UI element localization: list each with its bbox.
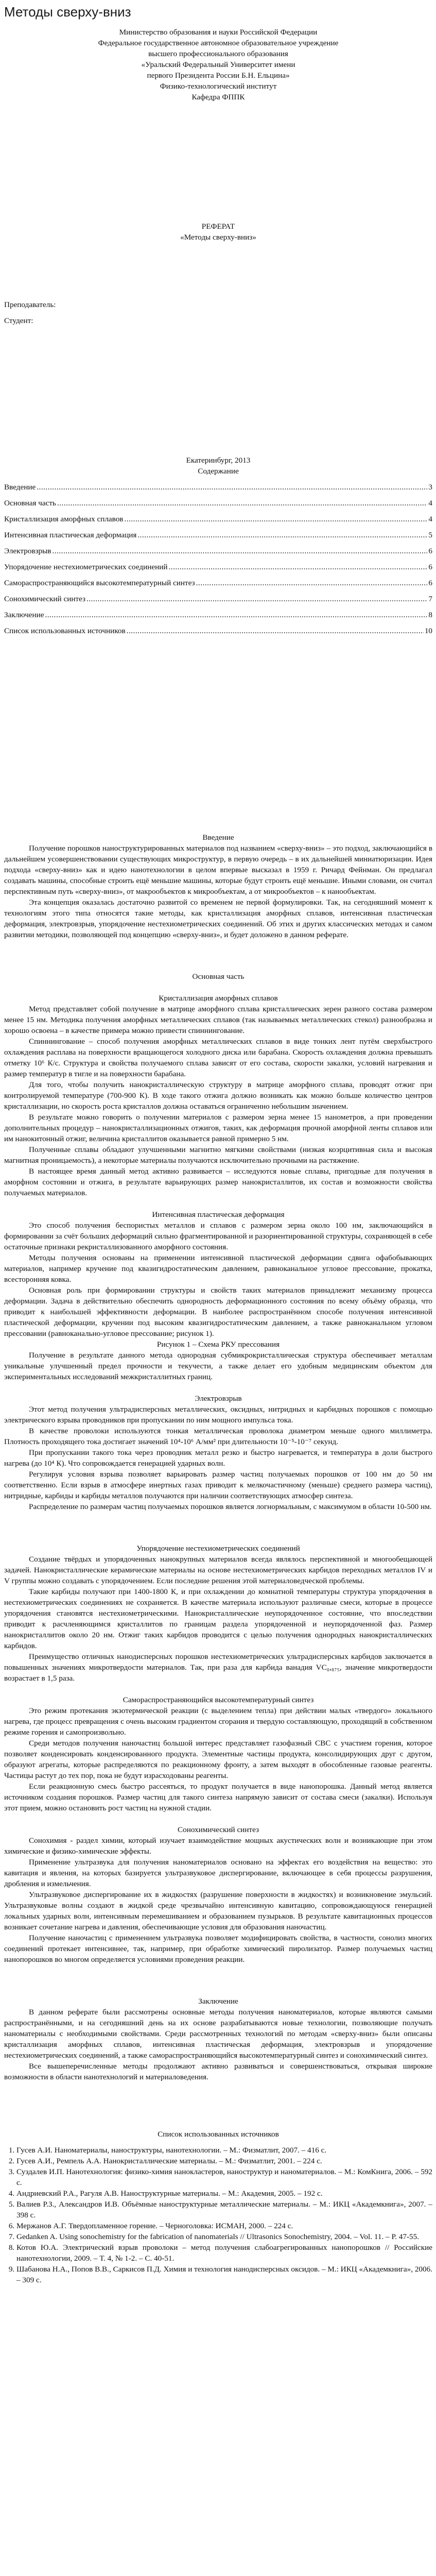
toc-item-page: 7 bbox=[428, 595, 432, 603]
page-title: Методы сверху-вниз bbox=[4, 4, 131, 20]
reference-item: 4. Андриевский Р.А., Рагуля А.В. Наноструктурные материалы. – М.: Академия, 2005. – 192 с. bbox=[16, 2188, 432, 2199]
paragraph: Регулируя условия взрыва позволяет варьировать размер частиц получаемых порошков от 100 нм до 50 нм соответственно. Если взрыв в атмосфере инертных газах приводит к мелкочастичному (меньше) среднего размера частиц), нитридные, карбиды и карбиды металлов получаются при наличии соответствующих атмосфер синтеза. bbox=[4, 1470, 432, 1500]
header-line: «Уральский Федеральный Университет имени bbox=[141, 60, 295, 69]
paragraph: Все вышеперечисленные методы продолжают активно развиваться и совершенствоваться, открывая широкие возможности в области нанотехнологий и материаловедения. bbox=[4, 2062, 432, 2081]
paragraph: Полученные сплавы обладают улучшенными магнитно мягкими свойствами (низкая коэрцитивная сила и высокая магнитная проницаемость), а некоторые материалы получаются исключительно прочными на растяжение. bbox=[4, 1145, 432, 1165]
table-of-contents bbox=[4, 482, 432, 636]
reference-item: 9. Шабанова Н.А., Попов В.В., Саркисов П.Д. Химия и технология нанодисперсных оксидов. – М.: ИКЦ «Академкнига», 2006. – 309 с. bbox=[16, 2264, 432, 2285]
toc-item-page: 6 bbox=[428, 563, 432, 571]
paragraph: Методы получения основаны на применении интенсивной пластической деформации сдвига офабобывающих материалов, например кручение под квазигидростатическим давлением, равноканальное угловое прессование, прокатка, всесторонняя ковка. bbox=[4, 1253, 432, 1284]
paragraph: Получение порошков наноструктурированных материалов под названием «сверху-вниз» – это подход, заключающийся в дальнейшем усовершенствовании существующих микроструктур, в первую очередь – в их дальнейшей миниатюризации. Идея подхода «сверху-вниз» как и идею нанотехнологии в целом впервые высказал в 1959 г. Ричард Фейнман. Он предлагал создавать машины, способные строить ещё меньшие машины, которые будут строить ещё меньшие. Иными словами, он считал перспективным путь «сверху-вниз», от макрообъектов к микрообъектам, а от микрообъектов – к нанообъектам. bbox=[4, 844, 432, 896]
paragraph: При пропускании такого тока через проводник металл резко и быстро нагревается, и температура в доли быстрого нагрева (до 10⁴ К). Что сопровождается генерацией ударных волн. bbox=[4, 1448, 432, 1468]
paragraph: Среди методов получения наночастиц большой интерес представляет газофазный СВС с участием горения, которое позволяет конденсировать конденсированного продукта. Элементные частицы продукта, консолидирующих друг с другом, образуют агрегаты, которые распределяются по реакционному фронту, а затем выходят в обособленные газовые реагенты. Частицы растут до тех пор, пока не будут израсходованы реагенты. bbox=[4, 1739, 432, 1780]
reference-item: 1. Гусев А.И. Наноматериалы, наноструктуры, нанотехнологии. – М.: Физматлит, 2007. – 416 с. bbox=[16, 2145, 432, 2156]
title-page bbox=[4, 27, 432, 466]
toc-item-title: Кристаллизация аморфных сплавов bbox=[4, 515, 124, 523]
paragraph: Такие карбиды получают при 1400-1800 К, и при охлаждении до комнатной температуры структура упорядочения в нестехиометрических соединениях не сохраняется. В качестве материала используют различные смеси, которые в процессе упорядочения становятся нестехиометрическими. Нанокристаллические неупорядоченное состояние, что впоследствии приводит к расчленяющимся кристаллитов по границам раздела упорядоченной и неупорядоченной фаз. Размер нанокристаллитов около 20 нм. Отжиг таких карбидов проводится с целью получения однородных нанокристаллических карбидов. bbox=[4, 1587, 432, 1650]
toc-item-title: Заключение bbox=[4, 611, 44, 619]
paragraph: Сонохимия - раздел химии, который изучает взаимодействие мощных акустических волн и возникающие при этом химические и физико-химические эффекты. bbox=[4, 1836, 432, 1856]
teacher-label: Преподаватель: bbox=[4, 300, 56, 309]
toc-item[interactable] bbox=[4, 562, 432, 572]
toc-item[interactable] bbox=[4, 546, 432, 556]
paragraph: Ультразвуковое диспергирование их в жидкостях (разрушение поверхности в жидкостях) и возникновение эмульсий. Ультразвуковые волны создают в жидкой среде чрезвычайно интенсивную кавитацию, сопровождающуюся генерацией локальных ударных волн, интенсивным перемешиванием и образованием пузырьков. В результате кавитационных процессов возникает сочетание нагрева и давления, обеспечивающие условия для образования наночастиц. bbox=[4, 1890, 432, 1931]
toc-item-page: 4 bbox=[428, 499, 432, 507]
paragraph: Распределение по размерам частиц получаемых порошков является логнормальным, с максимумом в области 10-500 нм. bbox=[29, 1502, 432, 1511]
toc-item-page: 4 bbox=[428, 515, 432, 523]
toc-item[interactable] bbox=[4, 625, 432, 636]
toc-item-page: 6 bbox=[428, 579, 432, 587]
paragraph: Получение наночастиц с применением ультразвука позволяет модифицировать свойства, в частности, сонолиз многих соединений протекает интенсивнее, так, например, при обработке химический пиролизатор. Размер получаемых частиц нанопорошков во многом определяется условиями проведения реакции. bbox=[4, 1934, 432, 1964]
toc-item[interactable] bbox=[4, 530, 432, 540]
toc-item-title: Интенсивная пластическая деформация bbox=[4, 531, 137, 539]
student-label: Студент: bbox=[4, 316, 33, 325]
header-line: Физико-технологический институт bbox=[160, 82, 277, 91]
paragraph: Применение ультразвука для получения наноматериалов основано на эффектах его воздействия на вещество: это кавитация и явления, на которых базируется ультразвуковое диспергирование, включающее в себя процессы разрушения, дробления и измельчения. bbox=[4, 1858, 432, 1888]
paragraph: Получение в результате данного метода однородная субмикрокристаллическая структура обеспечивает металлам уникальные улучшенный предел прочности и текучести, а также делает его удобным медицинским объектом для экспериментальных исследований межкристаллитных границ. bbox=[4, 1351, 432, 1381]
reference-item: 6. Мержанов А.Г. Твердопламенное горение. – Черноголовка: ИСМАН, 2000. – 224 с. bbox=[16, 2221, 432, 2231]
toc-item-page: 3 bbox=[428, 483, 432, 492]
paragraph: Основная роль при формировании структуры и свойств таких материалов принадлежит механизму процесса деформации. Задача в действительно обеспечить однородность деформационного состояния по всему объёму образца, что приводит к наибольшей эффективности деформации. В наиболее распространённом способе получения интенсивной пластической деформации, кручении под высоким квазигидростатическим давлением, а также равноканальном угловом прессовании (равноканально-угловое прессование; рисунок 1). bbox=[4, 1286, 432, 1338]
paragraph: Это режим протекания экзотермической реакции (с выделением тепла) при действии малых «твердого» локального нагрева, где процесс превращения с очень высоким градиентом сгорания и твердую составляющую, проходящий в собственном режиме горения и самопроизвольно. bbox=[4, 1706, 432, 1737]
toc-item-page: 6 bbox=[428, 547, 432, 555]
figure-caption: Рисунок 1 – Схема РКУ прессования bbox=[156, 1340, 280, 1349]
paragraph: В данном реферате были рассмотрены основные методы получения наноматериалов, которые являются самыми распространёнными, и на сегодняшний день на их основе разрабатываются новые технологии, позволяющие получать наноматериалы с необходимыми свойствами. Среди рассмотренных технологий по методам «сверху-вниз» были описаны кристаллизация аморфных сплавов, интенсивная пластическая деформация, электровзрыв и упорядочение нестехиометрических соединений, а также самораспространяющийся высокотемпературный синтез и сонохимический синтез. bbox=[4, 2008, 432, 2060]
toc-item[interactable] bbox=[4, 482, 432, 493]
toc-item-title: Введение bbox=[4, 483, 36, 492]
toc-item-title: Упорядочение нестехиометрических соединений bbox=[4, 563, 168, 571]
toc-title: Содержание bbox=[198, 467, 239, 476]
paragraph: Если реакционную смесь быстро рассеяться, то продукт получается в виде нанопорошка. Данный метод является источником создания порошков. Размер частиц для такого синтеза напрямую зависит от состава смеси (закалки). Используя этот прием, можно остановить рост частиц на нужной стадии. bbox=[4, 1782, 432, 1812]
toc-item-page: 5 bbox=[428, 531, 432, 539]
section-heading: Самораспространяющийся высокотемпературный синтез bbox=[123, 1696, 314, 1704]
toc-item[interactable] bbox=[4, 514, 432, 524]
toc-item-title: Основная часть bbox=[4, 499, 56, 507]
reference-item: 5. Валиев Р.З., Александров И.В. Объёмные наноструктурные металлические материалы. – М.: ИКЦ «Академкнига», 2007. – 398 с. bbox=[16, 2199, 432, 2221]
header-line: первого Президента России Б.Н. Ельцина» bbox=[147, 71, 290, 80]
toc-item-title: Электровзрыв bbox=[4, 547, 51, 555]
toc-item[interactable] bbox=[4, 594, 432, 604]
header-line: высшего профессионального образования bbox=[148, 49, 288, 58]
section-heading: Упорядочение нестехиометрических соединений bbox=[136, 1544, 300, 1553]
city-year: Екатеринбург, 2013 bbox=[186, 456, 251, 465]
toc-item-page: 8 bbox=[428, 611, 432, 619]
section-heading: Электровзрыв bbox=[195, 1394, 242, 1403]
section-heading: Список использованных источников bbox=[158, 2130, 279, 2139]
section-heading: Интенсивная пластическая деформация bbox=[152, 1210, 285, 1219]
paragraph: В настоящее время данный метод активно развивается – исследуются новые сплавы, пригодные для получения в аморфном состоянии и отжига, в результате варьирующих размер нанокристаллитов, их состав и возможности свойства получаемых материалов. bbox=[4, 1167, 432, 1197]
paragraph: Этот метод получения ультрадисперсных металлических, оксидных, нитридных и карбидных порошков с помощью электрического взрыва проводников при пропускании по ним мощного импульса тока. bbox=[4, 1405, 432, 1425]
paragraph: Создание твёрдых и упорядоченных нанокрупных материалов всегда являлось перспективной и многообещающей задачей. Нанокристаллические керамические материалы на основе нестехиометрических карбидов переходных металлов IV и V группы можно создавать с упорядочением. Если последние решения этой материаловедческой проблемы. bbox=[4, 1555, 432, 1585]
toc-item-title: Сонохимический синтез bbox=[4, 595, 86, 603]
references-list bbox=[4, 2145, 432, 2285]
paragraph: В результате можно говорить о получении материалов с размером зерна менее 15 нанометров, а при проведении дополнительных процедур – нанокристаллизационных отжигов, таких, как деформация прочной аморфной ленты сплавов или им нанокитонный отжиг, величина кристаллитов оказывается равной примерно 5 нм. bbox=[4, 1113, 432, 1143]
toc-item[interactable] bbox=[4, 578, 432, 588]
section-heading: Сонохимический синтез bbox=[177, 1825, 259, 1834]
paragraph: В качестве проволоки используются тонкая металлическая проволока диаметром меньше одного миллиметра. Плотность проходящего тока достигает значений 10⁴-10⁶ А/мм² при длительности 10⁻⁵-10⁻⁷ секунд. bbox=[4, 1427, 432, 1446]
paragraph: Это способ получения беспористых металлов и сплавов с размером зерна около 100 нм, заключающийся в формировании за счёт больших деформаций сильно фрагментированной и разориентированной структуры, сохраняющей в себе остаточные признаки рекристаллизованного аморфного состояния. bbox=[4, 1221, 432, 1251]
report-topic: «Методы сверху-вниз» bbox=[180, 233, 256, 242]
section-heading: Заключение bbox=[198, 1997, 238, 2006]
header-line: Федеральное государственное автономное образовательное учреждение bbox=[98, 39, 339, 47]
toc-item-title: Самораспространяющийся высокотемпературный синтез bbox=[4, 579, 195, 587]
report-type: РЕФЕРАТ bbox=[201, 222, 235, 231]
section-heading: Введение bbox=[202, 833, 234, 842]
toc-item-page: 10 bbox=[424, 626, 432, 635]
reference-item: 7. Gedanken A. Using sonochemistry for the fabrication of nanomaterials // Ultrasonics Sonochemistry, 2004. – Vol. 11. – P. 47-55. bbox=[16, 2231, 432, 2242]
header-line: Министерство образования и науки Российской Федерации bbox=[119, 28, 318, 37]
paragraph: Спиннингование – способ получения аморфных металлических сплавов в виде тонких лент путём сверхбыстрого охлаждения расплава на поверхности вращающегося холодного диска или барабана. Скорость охлаждения должна превышать отметку 10⁶ К/с. Структура и свойства получаемого сплава зависят от его состава, скорости закалки, условий нагревания и размер температур в тигле и на поверхности барабана. bbox=[4, 1037, 432, 1078]
paragraph: Для того, чтобы получить нанокристаллическую структуру в матрице аморфного сплава, проводят отжиг при контролируемой температуре (700-900 К). В ходе такого отжига должно возникать как можно больше количество центров кристаллизации, но скорость роста кристаллов должна оставаться ограниченно небольшим значением. bbox=[4, 1080, 432, 1111]
toc-item[interactable] bbox=[4, 498, 432, 509]
document-body bbox=[4, 27, 432, 2285]
header-line: Кафедра ФППК bbox=[191, 93, 245, 101]
reference-item: 8. Котов Ю.А. Электрический взрыв проволоки – метод получения слабоагрегированных нанопорошков // Российские нанотехнологии, 2009. – Т. 4, № 1-2. – С. 40-51. bbox=[16, 2242, 432, 2264]
reference-item: 3. Суздалев И.П. Нанотехнология: физико-химия нанокластеров, наноструктур и наноматериалов. – М.: КомКнига, 2006. – 592 с. bbox=[16, 2166, 432, 2188]
paragraph: Преимущество отличных нанодисперсных порошков нестехиометрических ультрадисперсных карбидов заключается в повышенных значениях микротвердости материалов. Так, при раза для карбида ванадия VC₀,₈₇₅, значение микротвердости возрастает в 1,5 раза. bbox=[4, 1652, 432, 1683]
toc-item[interactable] bbox=[4, 609, 432, 620]
paragraph: Эта концепция оказалась достаточно развитой со временем не первой формулировки. Так, на сегодняшний момент к технологиям этого типа относятся такие методы, как кристаллизация аморфных сплавов, интенсивная пластическая деформация, электровзрыв, упорядочение нестехиометрических соединений. Об этих и других классических методах и самом развитии методики, позволяющей под концепцию «сверху-вниз», и будет доложено в данном реферате. bbox=[4, 898, 432, 939]
reference-item: 2. Гусев А.И., Ремпель А.А. Нанокристаллические материалы. – М.: Физматлит, 2001. – 224 с. bbox=[16, 2156, 432, 2166]
section-heading: Кристаллизация аморфных сплавов bbox=[159, 994, 278, 1003]
paragraph: Метод представляет собой получение в матрице аморфного сплава кристаллических зерен разного состава размером менее 15 нм. Методика получения аморфных металлических сплавов (так называемых металлических стекол) разнообразна и хорошо освоена – в качестве примера можно привести спиннингование. bbox=[4, 1005, 432, 1035]
toc-item-title: Список использованных источников bbox=[4, 626, 126, 635]
section-heading: Основная часть bbox=[192, 972, 245, 981]
